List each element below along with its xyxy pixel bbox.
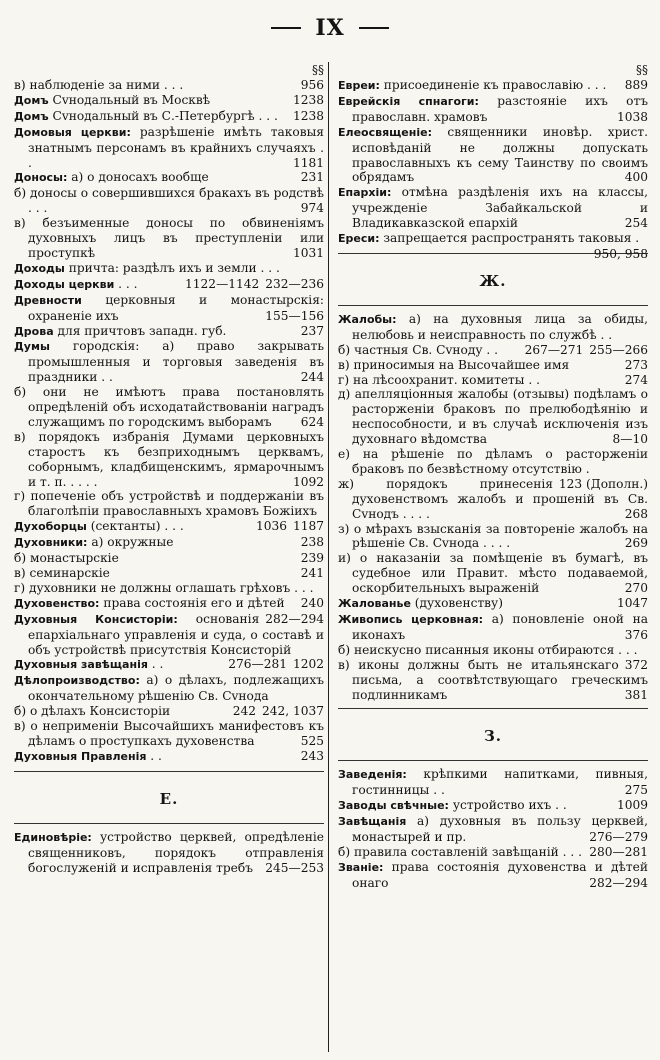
index-entry: [14, 324, 324, 340]
index-entry: [14, 93, 324, 109]
entry-page-ref: 239: [300, 551, 324, 566]
entry-page-ref: 276—279: [589, 829, 648, 844]
entry-text: г) попеченіе объ устройствѣ и поддержаніи въ благолѣпіи православныхъ храмовъ Божіихъ: [14, 489, 324, 519]
entry-heading: Званіе:: [338, 860, 384, 874]
entry-page-ref: 525: [300, 733, 324, 748]
entry-text: Сvнодальный въ С.-Петербургѣ . . .: [48, 108, 278, 123]
index-entry: [338, 447, 648, 491]
entry-page-ref: 282—294: [265, 611, 324, 626]
entry-page-ref: 1031: [292, 245, 324, 260]
entry-page-ref: 238: [300, 535, 324, 550]
entry-heading: Елеосвященіе:: [338, 125, 432, 139]
entry-page-ref: 232—236: [265, 276, 324, 291]
entry-page-ref: 1187: [292, 519, 324, 534]
entry-text: права состоянія духовенства и дѣтей онаго: [352, 859, 648, 890]
index-entry: [14, 430, 324, 490]
divider-rule: [338, 305, 648, 306]
divider-rule: [14, 771, 324, 772]
entry-text: священники иновѣр. христ. исповѣданій не должны допускать православныхъ къ сему Таинству по своимъ обрядамъ: [352, 124, 648, 185]
entry-page-ref: 269: [624, 536, 648, 551]
entry-page-ref: 243: [300, 748, 324, 763]
entry-text: в) иконы должны быть не итальянскаго письма, а соотвѣтствующаго греческимъ подлинникамъ: [338, 657, 648, 702]
entry-heading: Евреи:: [338, 79, 380, 92]
index-entry: [338, 78, 648, 94]
entry-page-ref: 1202: [292, 657, 324, 672]
entry-text: присоединеніе къ православію . . .: [379, 78, 607, 92]
entry-text: для причтовъ западн. губ.: [53, 323, 227, 338]
entry-heading: Еврейскія спнагоги:: [338, 94, 479, 108]
entry-text: . .: [146, 748, 162, 763]
entry-page-ref: 270: [624, 581, 648, 596]
index-entry: [14, 519, 324, 535]
entry-page-ref: 889: [624, 78, 648, 92]
entry-page-ref: 155—156: [265, 308, 324, 323]
index-entry: [338, 185, 648, 231]
entry-text: а) о доносахъ вообще: [67, 170, 209, 185]
index-entry: [338, 798, 648, 814]
entry-text: церковныя и монастырскія: охраненіе ихъ: [28, 292, 324, 323]
index-entry: [338, 658, 648, 703]
section-zh-entries: [338, 312, 648, 703]
entry-page-ref: 282—294: [589, 875, 648, 890]
entry-page-ref: 400: [624, 170, 648, 185]
index-entry: [338, 94, 648, 125]
entry-heading: Заведенія:: [338, 768, 407, 782]
entry-text: Сvнодальный въ Москвѣ: [48, 92, 211, 107]
entry-text: (духовенству): [410, 596, 503, 611]
entry-text: разрѣшеніе имѣть таковыя знатнымъ персонамъ въ крайнихъ случаяхъ . .: [28, 124, 324, 170]
entry-page-ref: 276—281: [228, 657, 287, 672]
entry-text: в) наблюденіе за ними . . .: [14, 78, 184, 92]
index-entry: [338, 767, 648, 798]
entry-page-ref: 275: [624, 783, 648, 798]
entry-heading: Домъ: [14, 109, 49, 123]
entry-text: б) доносы о совершившихся бракахъ въ родствѣ . . .: [14, 186, 324, 216]
entry-heading: Духовники:: [14, 536, 88, 550]
entry-heading: Живопись церковная:: [338, 613, 484, 626]
section-mark: §§: [312, 63, 324, 77]
entry-page-ref: 267—271: [524, 342, 584, 357]
left-entries: [14, 78, 324, 765]
entry-page-ref: 274: [624, 372, 648, 387]
section-e-entries: [14, 830, 324, 876]
entry-heading: Жалованье: [338, 597, 411, 611]
index-entry: [14, 170, 324, 186]
entry-page-ref: 245—253: [265, 860, 324, 875]
section-letter-z: З.: [483, 727, 503, 746]
index-entry: [14, 566, 324, 581]
index-entry: [14, 830, 324, 876]
entry-heading: Духовныя завѣщанія: [14, 658, 148, 672]
entry-page-ref: 956: [300, 78, 324, 92]
entry-text: а) духовныя въ пользу церквей, монастырей и пр.: [352, 814, 648, 844]
entry-text: з) о мѣрахъ взысканія за повтореніе жалобъ на рѣшеніе Св. Сvнода . . . .: [338, 521, 648, 551]
entry-page-ref: 8—10: [612, 432, 648, 447]
index-entry: [338, 343, 648, 358]
entry-text: крѣпкими напитками, пивныя, гостинницы . .: [352, 767, 648, 798]
entry-text: б) о дѣлахъ Консисторіи: [14, 704, 171, 719]
entry-text: разстояніе ихъ отъ православн. храмовъ: [352, 93, 649, 124]
entry-text: устройство ихъ . .: [448, 798, 567, 813]
index-entry: [338, 814, 648, 845]
entry-heading: Епархіи:: [338, 186, 392, 200]
entry-page-ref: 1238: [292, 108, 324, 123]
entry-heading: Духовныя Консисторіи:: [14, 612, 178, 626]
entry-page-ref: 381: [624, 687, 648, 702]
entry-text: в) семинарскіе: [14, 566, 110, 580]
divider-rule: [14, 823, 324, 824]
entry-heading: Жалобы:: [338, 312, 397, 326]
entry-text: запрещается распространять таковыя .: [379, 231, 640, 246]
index-entry: [14, 109, 324, 125]
entry-text: в) безъименные доносы по обвиненіямъ духовныхъ лицъ въ преступленіи или проступкѣ: [14, 216, 324, 260]
header-dash-right: [359, 27, 389, 29]
entry-text: а) на духовныя лица за обиды, нелюбовь и неисправность по службѣ . .: [352, 311, 648, 342]
index-entry: [338, 125, 648, 186]
entry-text: г) на лѣсоохранит. комитеты . .: [338, 372, 540, 387]
entry-text: б) они не имѣютъ права постановлять опредѣленій объ исходатайствованіи наградъ служащимъ по городскимъ выборамъ: [14, 385, 324, 429]
entry-page-ref: 237: [300, 323, 324, 338]
index-entry: [14, 385, 324, 430]
entry-heading: Духоборцы: [14, 520, 87, 534]
index-entry: [338, 612, 648, 643]
entry-page-ref: 1009: [616, 798, 648, 813]
entry-heading: Заводы свѣчные:: [338, 799, 449, 813]
index-entry: [338, 860, 648, 891]
index-entry: [14, 277, 324, 293]
entry-page-ref: 1238: [292, 92, 324, 107]
entry-page-ref: 268: [624, 506, 648, 521]
column-divider: [328, 62, 329, 1052]
entry-text: г) духовники не должны оглашать грѣховъ . . .: [14, 580, 314, 595]
entry-page-ref: 1181: [292, 155, 324, 170]
entry-text: а) поновленіе оной на иконахъ: [352, 612, 648, 642]
entry-text: б) неискусно писанныя иконы отбираются . . .: [338, 642, 638, 657]
entry-text: в) приносимыя на Высочайшее имя: [338, 357, 570, 372]
entry-text: б) частныя Св. Сvноду . .: [338, 342, 499, 357]
index-entry: [14, 551, 324, 566]
entry-text: . .: [147, 657, 164, 672]
page-header: [0, 8, 660, 48]
entry-heading: Духовенство:: [14, 596, 100, 610]
entry-heading: Думы: [14, 340, 50, 354]
index-entry: [14, 719, 324, 749]
entry-page-ref: 1036: [255, 519, 287, 534]
entry-text: (сектанты) . . .: [86, 519, 184, 534]
index-entry: [338, 845, 648, 860]
entry-heading: Дрова: [14, 324, 54, 338]
index-entry: [338, 551, 648, 596]
entry-page-ref: 273: [624, 357, 648, 372]
entry-page-ref: 1122—1142: [185, 276, 260, 291]
index-entry: [14, 749, 324, 765]
index-entry: [338, 477, 648, 522]
entry-text: а) окружные: [87, 535, 174, 550]
right-column: [338, 62, 648, 891]
entry-page-ref: 244: [300, 370, 324, 385]
section-z-entries: [338, 767, 648, 890]
entry-heading: Дѣлопроизводство:: [14, 674, 140, 688]
entry-page-ref: 241: [300, 566, 324, 580]
index-entry: [338, 596, 648, 612]
index-entry: [338, 387, 648, 447]
index-entry: [338, 642, 648, 672]
page-number: IX: [315, 15, 345, 41]
entry-page-ref: 240: [300, 595, 324, 610]
entry-page-ref: 950, 958: [593, 246, 648, 261]
index-entry: [14, 125, 324, 171]
index-entry: [14, 78, 324, 93]
divider-rule: [338, 708, 648, 709]
index-entry: [14, 535, 324, 551]
section-mark: §§: [636, 63, 648, 77]
entry-heading: Завѣщанія: [338, 815, 407, 829]
entry-page-ref: 242: [232, 704, 256, 719]
entry-page-ref: 974: [300, 201, 324, 216]
entry-text: . . .: [114, 276, 138, 291]
header-dash-left: [271, 27, 301, 29]
entry-page-ref: 376: [624, 627, 648, 642]
entry-page-ref: 123 (Дополн.): [558, 476, 648, 491]
entry-text: б) монастырскіе: [14, 551, 119, 566]
entry-page-ref: 1047: [616, 596, 648, 611]
index-entry: [14, 186, 324, 216]
entry-page-ref: 254: [624, 216, 648, 231]
section-letter-e: Е.: [159, 789, 179, 808]
entry-heading: Доходы: [14, 261, 65, 275]
entry-text: городскія: а) право закрывать промышленныя и торговыя заведенія въ праздники . .: [28, 339, 324, 385]
index-entry: [14, 339, 324, 385]
entry-text: ж) порядокъ принесенія духовенствомъ жалобъ и прошеній въ Св. Сvнодъ . . . .: [338, 476, 648, 521]
entry-heading: Духовныя Правленія: [14, 749, 147, 763]
entry-text: б) правила составленій завѣщаній . . .: [338, 844, 582, 859]
index-entry: [338, 358, 648, 373]
entry-page-ref: 231: [300, 170, 324, 185]
entry-page-ref: 242, 1037: [261, 704, 324, 719]
entry-page-ref: 624: [300, 414, 324, 429]
right-entries: [338, 78, 649, 261]
entry-text: а) о дѣлахъ, подлежащихъ окончательному рѣшенію Св. Сvнода: [28, 673, 324, 704]
entry-text: отмѣна раздѣленія ихъ на классы, учрежденіе Забайкальской и Владикавказской епархій: [352, 185, 648, 231]
entry-page-ref: 280—281: [589, 844, 648, 859]
entry-text: права состоянія его и дѣтей: [99, 595, 285, 610]
index-entry: [338, 231, 648, 261]
entry-heading: Домовыя церкви:: [14, 125, 131, 139]
entry-heading: Доходы церкви: [14, 277, 115, 291]
index-entry: [338, 522, 648, 552]
entry-text: е) на рѣшеніе по дѣламъ о расторженіи браковъ по безвѣстному отсутствію .: [338, 447, 648, 476]
entry-page-ref: 372: [624, 657, 648, 672]
entry-heading: Доносы:: [14, 171, 68, 185]
index-entry: [14, 657, 324, 673]
entry-text: д) апелляціонныя жалобы (отзывы) подѣламъ о расторженіи браковъ по прелюбодѣянію и неспособности, и въ случаѣ исключенія изъ духовнаго вѣдомства: [338, 387, 648, 447]
entry-text: в) о неприменіи Высочайшихъ манифестовъ къ дѣламъ о проступкахъ духовенства: [14, 719, 324, 748]
entry-heading: Древности: [14, 293, 82, 307]
index-entry: [14, 216, 324, 261]
entry-page-ref: 1038: [616, 109, 648, 124]
index-entry: [338, 373, 648, 388]
entry-page-ref: 255—266: [589, 342, 648, 357]
index-entry: [14, 293, 324, 324]
entry-text: в) порядокъ избранія Думами церковныхъ старостъ къ безприходнымъ церквамъ, соборнымъ, кладбищенскимъ, ярмарочнымъ и т. п. . . . .: [14, 429, 324, 489]
entry-page-ref: 1092: [292, 474, 324, 489]
entry-heading: Единовѣріе:: [14, 830, 92, 844]
section-letter-zh: Ж.: [479, 271, 507, 290]
index-entry: [14, 704, 324, 719]
entry-text: устройство церквей, опредѣленіе священниковъ, порядокъ отправленія богослуженій и исправленія требъ: [28, 829, 324, 875]
divider-rule: [338, 760, 648, 761]
entry-text: основанія епархіальнаго управленія и суда, о составѣ и объ устройствѣ присутствія Консисторій: [28, 611, 324, 657]
left-column: [14, 62, 324, 875]
entry-heading: Домъ: [14, 93, 49, 107]
entry-heading: Ереси:: [338, 232, 380, 246]
entry-text: причта: раздѣлъ ихъ и земли . . .: [64, 260, 280, 275]
entry-text: и) о наказаніи за помѣщеніе въ бумагѣ, въ судебное или Правит. мѣсто подаваемой, оскорбительныхъ выраженій: [338, 551, 648, 596]
